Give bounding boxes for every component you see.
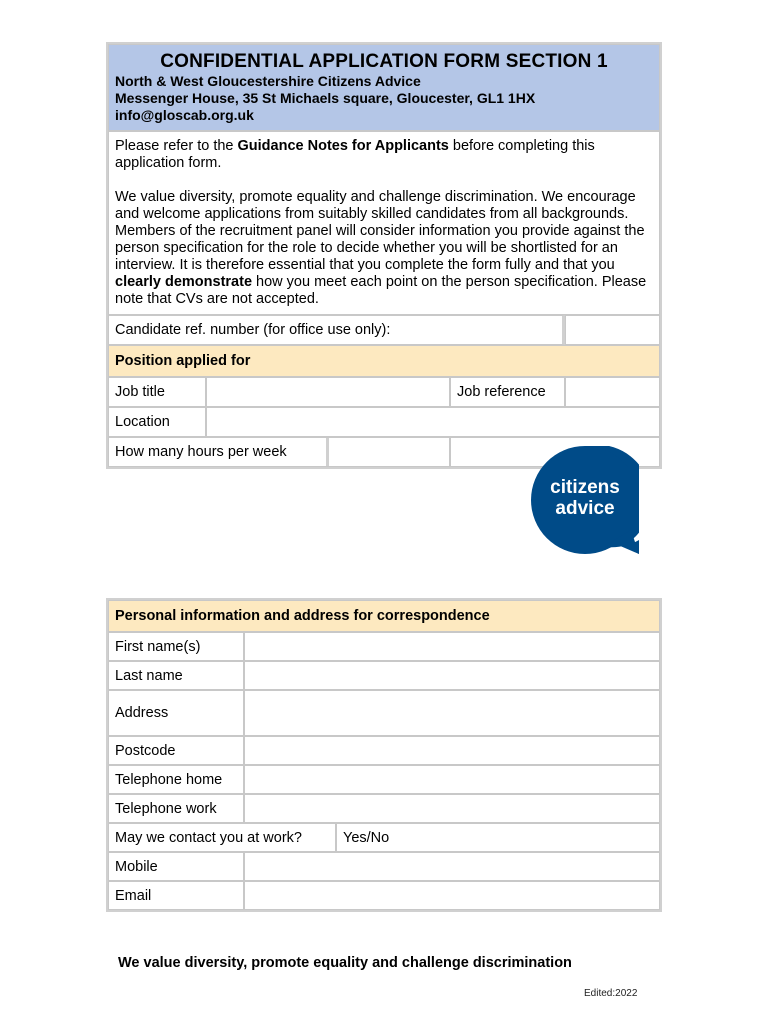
edited-date: Edited:2022 [584,988,638,999]
email-label: Email [108,881,244,910]
last-name-field[interactable] [244,661,660,690]
hours-field-a[interactable] [329,438,449,466]
telephone-home-label: Telephone home [108,765,244,794]
candidate-ref-field[interactable] [565,315,660,345]
telephone-work-field[interactable] [244,794,660,823]
guidance-notes-emphasis: Guidance Notes for Applicants [237,138,449,154]
hours-label: How many hours per week [109,438,329,466]
email-field[interactable] [244,881,660,910]
clearly-demonstrate-emphasis: clearly demonstrate [115,274,253,290]
address-label: Address [108,690,244,736]
telephone-home-field[interactable] [244,765,660,794]
intro-p2-text-a: We value diversity, promote equality and challenge discrimination. We encourage and welcome applications from suitably skilled candidates from all backgrounds. Members of the recruitment panel will consider information you provide against the person specification for the role to decide whether you will be shortlisted for an interview. It is therefore essential that you complete the form fully and that you [115,189,645,273]
first-name-label: First name(s) [108,632,244,661]
diversity-statement: We value diversity, promote equality and challenge discrimination [118,955,572,971]
intro-p1-text-b: before completing this application form. [115,138,595,171]
job-title-field[interactable] [206,377,450,407]
mobile-label: Mobile [108,852,244,881]
citizens-advice-logo [531,446,639,554]
intro-p2-text-b: how you meet each point on the person specification. Please note that CVs are not accepted. [115,274,647,307]
logo-text-citizens: citizens [550,477,620,498]
postcode-field[interactable] [244,736,660,765]
job-reference-label: Job reference [450,377,565,407]
first-name-field[interactable] [244,632,660,661]
application-form-section-top [108,44,660,467]
org-address: Messenger House, 35 St Michaels square, Gloucester, GL1 1HX [115,90,536,106]
intro-paragraph-2 [115,189,653,308]
candidate-ref-label: Candidate ref. number (for office use only): [108,315,565,345]
job-reference-field[interactable] [565,377,660,407]
location-field[interactable] [206,407,660,437]
personal-section-heading: Personal information and address for correspondence [108,600,660,632]
intro-paragraph-1 [115,138,653,172]
address-field[interactable] [244,690,660,736]
intro-text [108,131,660,315]
mobile-field[interactable] [244,852,660,881]
intro-p1-text-a: Please refer to the [115,138,238,154]
org-email: info@gloscab.org.uk [115,107,254,123]
postcode-label: Postcode [108,736,244,765]
personal-info-section [108,600,660,910]
location-label: Location [108,407,206,437]
contact-at-work-label: May we contact you at work? [108,823,336,852]
form-title: CONFIDENTIAL APPLICATION FORM SECTION 1 [160,51,608,72]
hours-row [108,437,450,467]
job-title-label: Job title [108,377,206,407]
form-header [108,44,660,131]
logo-text-advice: advice [555,498,615,519]
position-section-heading: Position applied for [108,345,660,377]
telephone-work-label: Telephone work [108,794,244,823]
contact-at-work-field[interactable]: Yes/No [336,823,660,852]
org-name: North & West Gloucestershire Citizens Advice [115,73,421,89]
last-name-label: Last name [108,661,244,690]
